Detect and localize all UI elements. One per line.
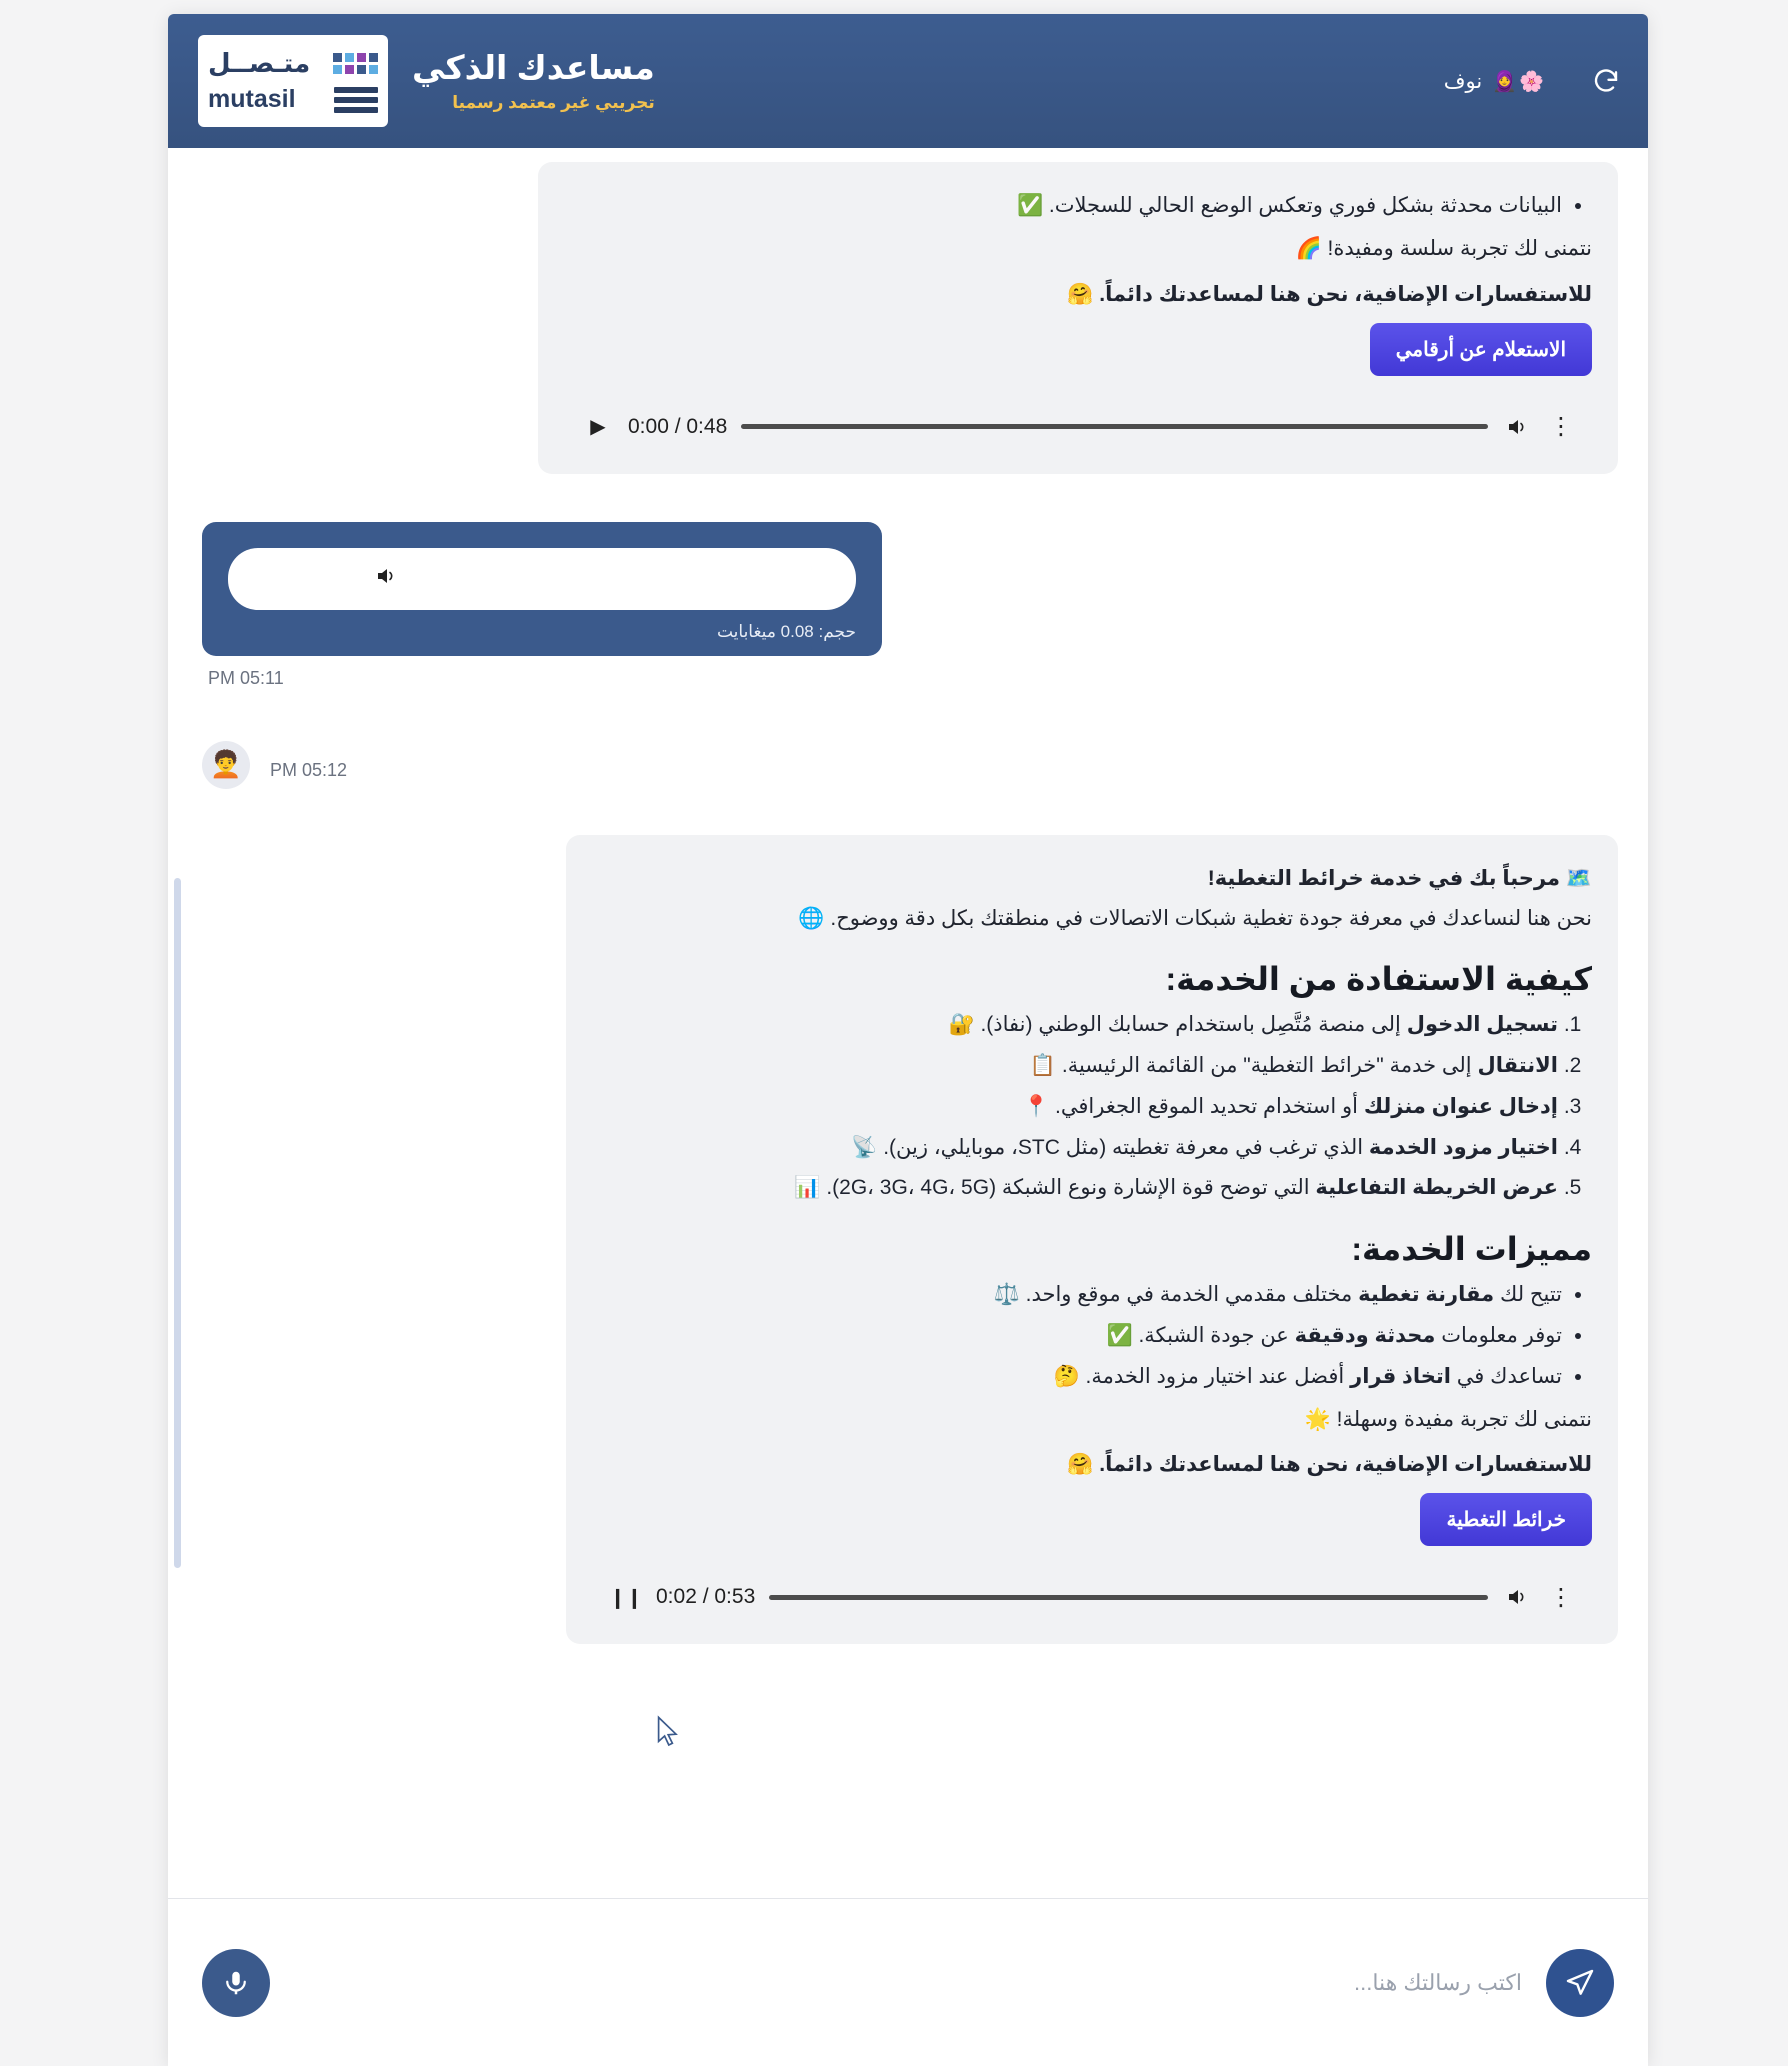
volume-icon[interactable]	[1502, 412, 1532, 442]
bot-first-wish: نتمنى لك تجربة سلسة ومفيدة! 🌈	[1295, 236, 1592, 260]
user-message-row	[202, 522, 1624, 689]
list-item: • تساعدك في اتخاذ قرار أفضل عند اختيار مزود الخدمة. 🤔	[592, 1358, 1562, 1396]
audio-time: 0:02 / 0:53	[656, 1585, 756, 1609]
message-timestamp: PM 05:11	[208, 667, 284, 688]
list-item: • توفر معلومات محدثة ودقيقة عن جودة الشبكة. ✅	[592, 1317, 1562, 1355]
list-item: • تتيح لك مقارنة تغطية مختلف مقدمي الخدمة في موقع واحد. ⚖️	[592, 1276, 1562, 1314]
audio-progress-slider[interactable]	[741, 424, 1488, 429]
user-emoji: 🌸🧕	[1492, 70, 1546, 93]
bot-first-cta-row	[564, 323, 1592, 376]
volume-icon[interactable]	[1502, 1582, 1532, 1612]
send-icon[interactable]	[1546, 1949, 1614, 2017]
bot-second-wish: نتمنى لك تجربة مفيدة وسهلة! 🌟	[1304, 1407, 1592, 1431]
app-subtitle: تجريبي غير معتمد رسميا	[452, 93, 655, 113]
mutasil-logo	[198, 35, 388, 127]
message-timestamp: PM 05:12	[270, 760, 348, 781]
volume-icon[interactable]	[374, 564, 398, 593]
message-list	[168, 148, 1648, 1670]
bot-greeting: 🗺️ مرحباً بك في خدمة خرائط التغطية!	[1207, 866, 1592, 890]
bot-message-bubble	[566, 835, 1618, 1645]
logo-dots-icon	[333, 53, 378, 74]
pause-icon[interactable]: ❙❙	[609, 1586, 643, 1609]
logo-bars-icon	[334, 87, 378, 113]
more-vertical-icon[interactable]: ⋮	[411, 570, 428, 588]
list-item: 2. الانتقال إلى خدمة "خرائط التغطية" من القائمة الرئيسية. 📋	[592, 1047, 1558, 1086]
header-left-group	[1444, 61, 1626, 101]
play-icon[interactable]: ▶	[590, 416, 606, 439]
how-to-steps	[592, 1006, 1592, 1208]
microphone-icon[interactable]	[202, 1949, 270, 2017]
list-item: • البيانات محدثة بشكل فوري وتعكس الوضع الحالي للسجلات. ✅	[564, 187, 1562, 225]
more-vertical-icon[interactable]: ⋮	[1549, 413, 1573, 441]
user-chip[interactable]	[1444, 69, 1546, 94]
features-list	[592, 1276, 1592, 1395]
features-title: مميزات الخدمة:	[1351, 1231, 1592, 1268]
more-vertical-icon[interactable]: ⋮	[1549, 1583, 1573, 1611]
audio-time: 0:00 / 0:48	[628, 414, 728, 438]
message-composer	[168, 1898, 1648, 2066]
chat-scroll-area[interactable]	[168, 148, 1648, 1898]
list-item: 3. إدخال عنوان منزلك أو استخدام تحديد الموقع الجغرافي. 📍	[592, 1088, 1558, 1127]
how-to-title: كيفية الاستفادة من الخدمة:	[1165, 961, 1592, 998]
brand-block	[198, 35, 655, 127]
play-icon[interactable]: ▶	[244, 570, 257, 588]
user-audio-player[interactable]	[228, 548, 856, 610]
chat-application-window	[168, 14, 1648, 2066]
user-voice-bubble	[202, 522, 882, 656]
app-header	[168, 14, 1648, 148]
query-my-numbers-button[interactable]: الاستعلام عن أرقامي	[1370, 323, 1592, 376]
coverage-maps-button[interactable]: خرائط التغطية	[1420, 1493, 1592, 1546]
refresh-icon[interactable]	[1586, 61, 1626, 101]
bot-first-bullets	[564, 187, 1592, 225]
message-input[interactable]	[292, 1953, 1524, 2013]
list-item: 1. تسجيل الدخول إلى منصة مُتَّصِل باستخدام حسابك الوطني (نفاذ). 🔐	[592, 1006, 1558, 1045]
app-title: مساعدك الذكي	[412, 49, 655, 87]
scrollbar-thumb[interactable]	[174, 878, 181, 1568]
list-item: 4. اختيار مزود الخدمة الذي ترغب في معرفة تغطيته (مثل STC، موبايلي، زين). 📡	[592, 1129, 1558, 1168]
user-name: نوف	[1443, 69, 1483, 93]
bot-second-cta-row	[592, 1493, 1592, 1546]
logo-word-english: mutasil	[208, 85, 296, 113]
audio-time: 0:00 / 0:05	[270, 569, 346, 587]
bot-intro: نحن هنا لنساعدك في معرفة جودة تغطية شبكات الاتصالات في منطقتك بكل دقة ووضوح. 🌐	[798, 907, 1592, 931]
list-item: 5. عرض الخريطة التفاعلية التي توضح قوة الإشارة ونوع الشبكة (2G، 3G، 4G، 5G). 📊	[592, 1169, 1558, 1208]
bot-second-audio-player[interactable]	[592, 1568, 1592, 1626]
bot-first-audio-player[interactable]	[564, 398, 1592, 456]
bot-second-closing: للاستفسارات الإضافية، نحن هنا لمساعدتك دائماً. 🤗	[1067, 1453, 1592, 1477]
audio-progress-slider[interactable]	[769, 1595, 1488, 1600]
bot-message-meta	[202, 741, 1624, 789]
bot-first-closing: للاستفسارات الإضافية، نحن هنا لمساعدتك دائماً. 🤗	[1067, 282, 1592, 306]
attachment-size-label: حجم: 0.08 ميغابايت	[716, 621, 856, 641]
avatar: 🧑‍🦱	[202, 741, 250, 789]
logo-word-arabic: متـصــل	[208, 48, 311, 78]
brand-titles	[406, 49, 655, 112]
bot-message-bubble	[538, 162, 1618, 474]
